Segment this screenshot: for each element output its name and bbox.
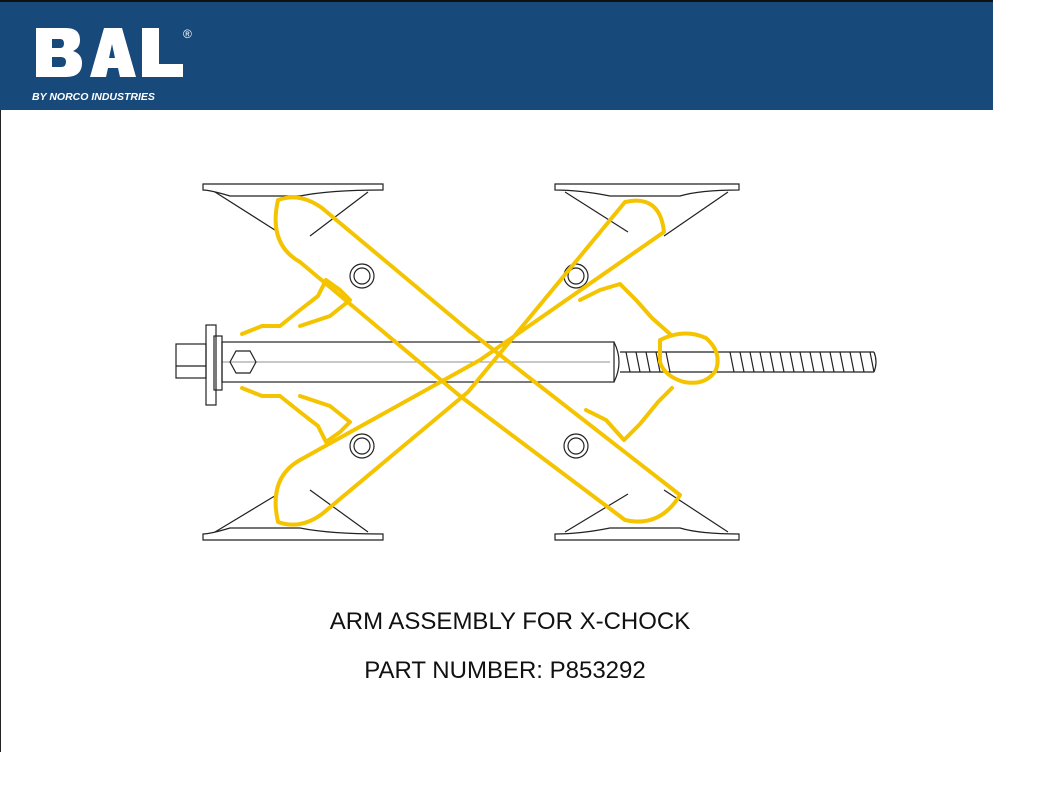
right-collar <box>660 333 718 382</box>
pivot-pin-top-left <box>350 264 374 288</box>
pivot-pin-bottom-left <box>350 434 374 458</box>
logo-tagline: BY NORCO INDUSTRIES <box>32 91 155 103</box>
pad-bottom-left <box>203 490 383 540</box>
pad-top-left <box>203 184 383 236</box>
pad-bottom-right <box>555 490 739 540</box>
part-number: PART NUMBER: P853292 <box>364 657 646 684</box>
end-plate <box>176 325 222 405</box>
pivot-pin-bottom-right <box>564 434 588 458</box>
bracket-right-top <box>580 284 670 334</box>
registered-mark: ® <box>183 27 192 41</box>
pad-top-right <box>555 184 739 236</box>
arm-lower-left-to-upper-right <box>276 201 664 525</box>
diagram-title: ARM ASSEMBLY FOR X-CHOCK <box>329 608 691 635</box>
pivot-pin-top-right <box>564 264 588 288</box>
bracket-left-bottom <box>242 388 350 442</box>
